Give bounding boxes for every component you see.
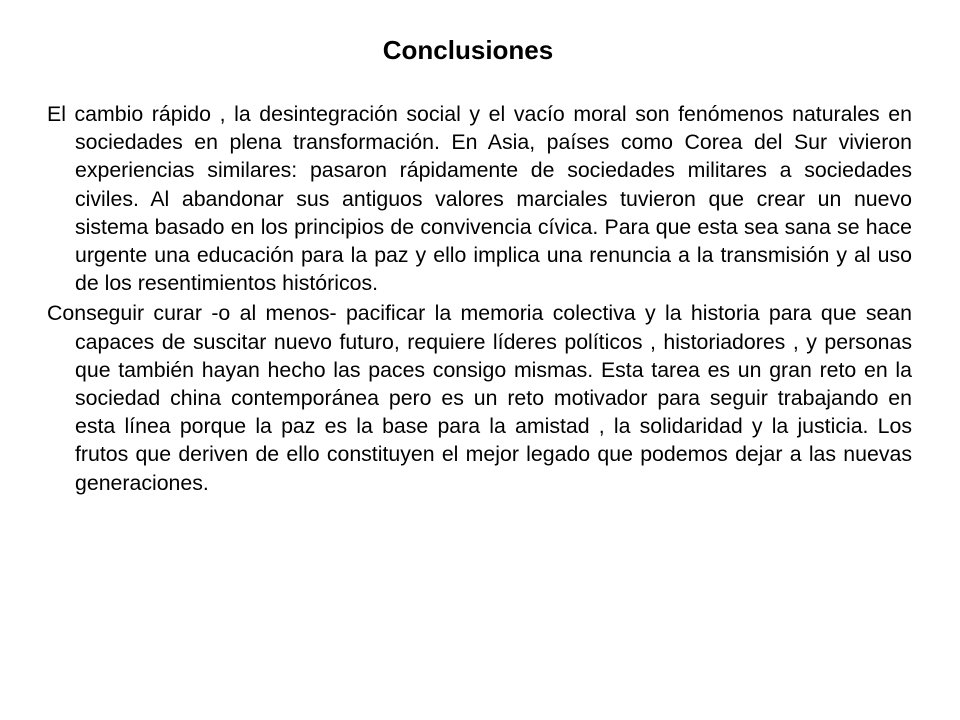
paragraph-conclusion-2: Conseguir curar -o al menos- pacificar la memoria colectiva y la historia para que sean capaces de suscitar nuevo futuro, requiere líderes políticos , historiadores , y personas que también hayan hecho las paces consigo mismas. Esta tarea es un gran reto en la sociedad china contemporánea pero es un reto motivador para seguir trabajando en esta línea porque la paz es la base para la amistad , la solidaridad y la justicia. Los frutos que deriven de ello constituyen el mejor legado que podemos dejar a las nuevas generaciones.: [47, 301, 912, 495]
slide-body: [47, 100, 912, 499]
paragraph-conclusion-1: El cambio rápido , la desintegración social y el vacío moral son fenómenos naturales en sociedades en plena transformación. En Asia, países como Corea del Sur vivieron experiencias similares: pasaron rápidamente de sociedades militares a sociedades civiles. Al abandonar sus antiguos valores marciales tuvieron que crear un nuevo sistema basado en los principios de convivencia cívica. Para que esta sea sana se hace urgente una educación para la paz y ello implica una renuncia a la transmisión y al uso de los resentimientos históricos.: [47, 102, 912, 296]
slide-title: Conclusiones: [382, 35, 554, 65]
